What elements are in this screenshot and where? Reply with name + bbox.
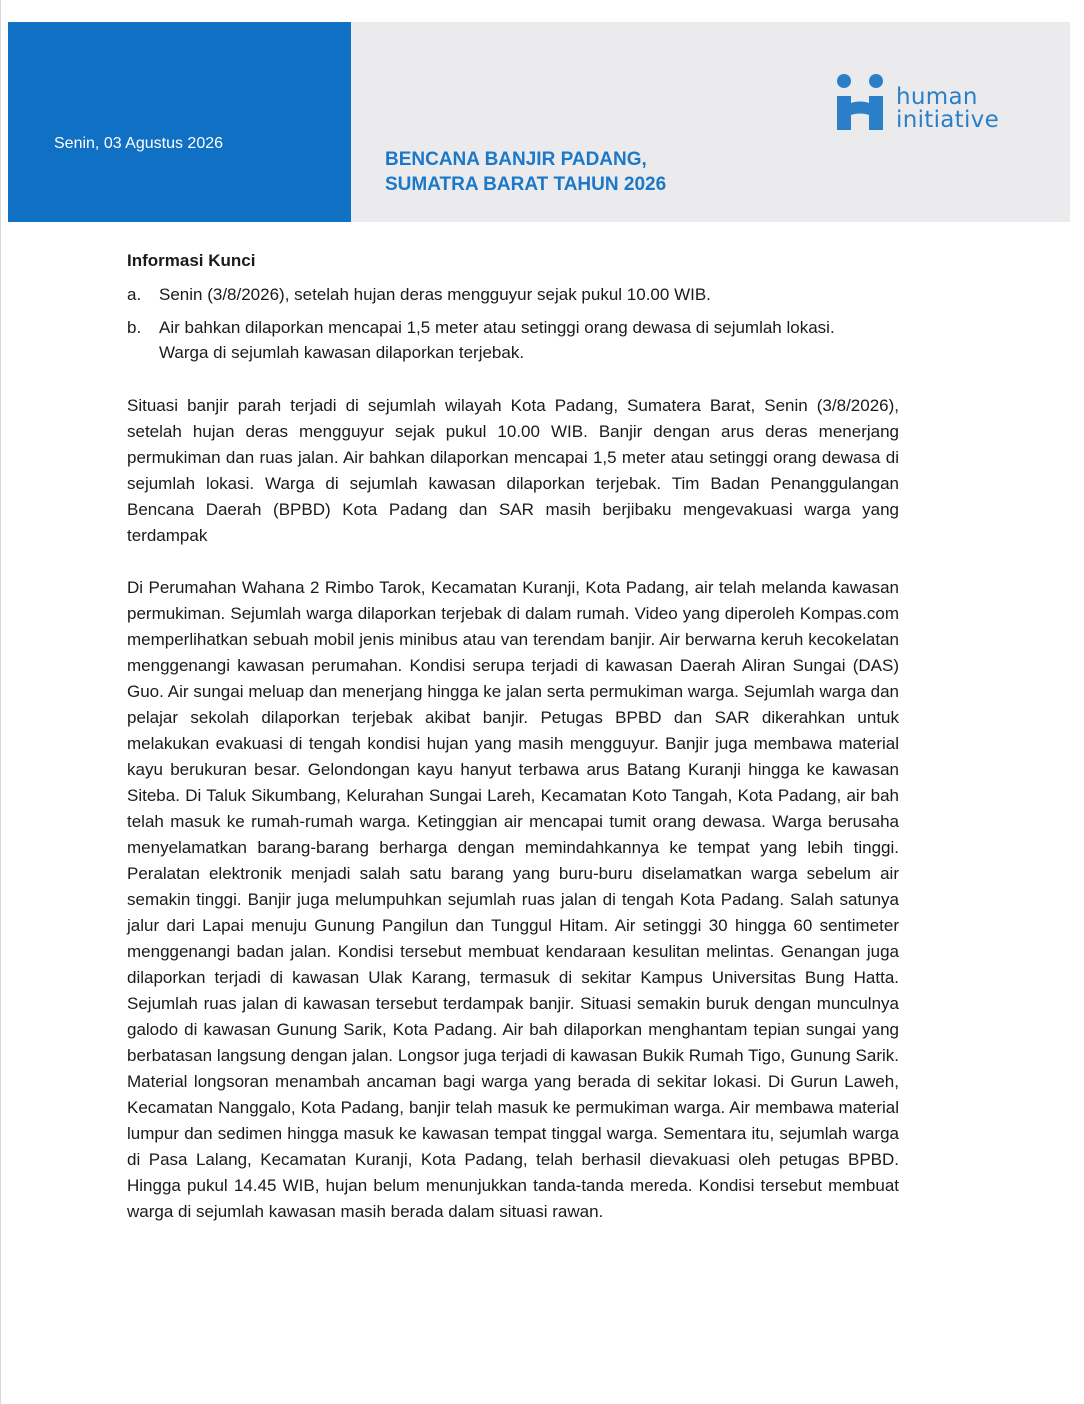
header-date: Senin, 03 Agustus 2026	[54, 135, 224, 152]
document-title-line-1: BENCANA BANJIR PADANG,	[385, 149, 647, 170]
key-info-text: Air bahkan dilaporkan mencapai 1,5 meter atau setinggi orang dewasa di sejumlah lokasi. Warga di sejumlah kawasan dilaporkan terjebak.	[159, 318, 835, 362]
human-initiative-logo	[834, 72, 1024, 142]
human-initiative-logo-icon	[834, 72, 888, 138]
page-edge-line	[0, 0, 1, 1404]
document-body	[127, 250, 899, 1225]
key-info-list	[127, 282, 899, 365]
body-paragraph: Di Perumahan Wahana 2 Rimbo Tarok, Kecamatan Kuranji, Kota Padang, air telah melanda kawasan permukiman. Sejumlah warga dilaporkan terjebak di dalam rumah. Video yang diperoleh Kompas.com memperlihatkan sebuah mobil jenis minibus atau van terendam banjir. Air berwarna keruh kecokelatan menggenangi kawasan perumahan. Kondisi serupa terjadi di kawasan Daerah Aliran Sungai (DAS) Guo. Air sungai meluap dan menerjang hingga ke jalan serta permukiman warga. Sejumlah warga dan pelajar sekolah dilaporkan terjebak akibat banjir. Petugas BPBD dan SAR dikerahkan untuk melakukan evakuasi di tengah kondisi hujan yang masih mengguyur. Banjir juga membawa material kayu berukuran besar. Gelondongan kayu hanyut terbawa arus Batang Kuranji hingga ke kawasan Siteba. Di Taluk Sikumbang, Kelurahan Sungai Lareh, Kecamatan Koto Tangah, Kota Padang, air bah telah masuk ke rumah-rumah warga. Ketinggian air mencapai tumit orang dewasa. Warga berusaha menyelamatkan barang-barang berharga dengan memindahkannya ke tempat yang lebih tinggi. Peralatan elektronik menjadi salah satu barang yang buru-buru diselamatkan warga sebelum air semakin tinggi. Banjir juga melumpuhkan sejumlah ruas jalan di tengah Kota Padang. Salah satunya jalur dari Lapai menuju Gunung Pangilun dan Tunggul Hitam. Air setinggi 30 hingga 60 sentimeter menggenangi badan jalan. Kondisi tersebut membuat kendaraan kesulitan melintas. Genangan juga dilaporkan terjadi di kawasan Ulak Karang, termasuk di sekitar Kampus Universitas Bung Hatta. Sejumlah ruas jalan di kawasan tersebut terdampak banjir. Situasi semakin buruk dengan munculnya galodo di kawasan Gunung Sarik, Kota Padang. Air bah dilaporkan menghantam tepian sungai yang berbatasan langsung dengan jalan. Longsor juga terjadi di kawasan Bukik Rumah Tigo, Gunung Sarik. Material longsoran menambah ancaman bagi warga yang berada di sekitar lokasi. Di Gurun Laweh, Kecamatan Nanggalo, Kota Padang, banjir telah masuk ke permukiman warga. Air membawa material lumpur dan sedimen hingga masuk ke kawasan tempat tinggal warga. Sementara itu, sejumlah warga di Pasa Lalang, Kecamatan Kuranji, Kota Padang, telah berhasil dievakuasi oleh petugas BPBD. Hingga pukul 14.45 WIB, hujan belum menunjukkan tanda-tanda mereda. Kondisi tersebut membuat warga di sejumlah kawasan masih berada dalam situasi rawan.	[127, 578, 899, 1221]
key-info-item	[127, 315, 839, 365]
header-banner	[8, 22, 1070, 222]
key-info-heading: Informasi Kunci	[127, 251, 256, 270]
list-marker: a.	[127, 285, 142, 304]
document-title	[385, 147, 666, 197]
logo-text-line-1: human	[896, 84, 978, 110]
logo-text-line-2: initiative	[896, 107, 1000, 133]
document-title-line-2: SUMATRA BARAT TAHUN 2026	[385, 174, 667, 195]
logo-wordmark	[896, 86, 999, 132]
key-info-text: Senin (3/8/2026), setelah hujan deras mengguyur sejak pukul 10.00 WIB.	[159, 285, 711, 304]
key-info-item	[127, 282, 839, 307]
header-blue-panel	[8, 22, 351, 222]
list-marker: b.	[127, 318, 142, 337]
body-paragraph: Situasi banjir parah terjadi di sejumlah wilayah Kota Padang, Sumatera Barat, Senin (3/8/2026), setelah hujan deras mengguyur sejak pukul 10.00 WIB. Banjir dengan arus deras menerjang permukiman dan ruas jalan. Air bahkan dilaporkan mencapai 1,5 meter atau setinggi orang dewasa di sejumlah lokasi. Warga di sejumlah kawasan dilaporkan terjebak. Tim Badan Penanggulangan Bencana Daerah (BPBD) Kota Padang dan SAR masih berjibaku mengevakuasi warga yang terdampak	[127, 396, 899, 545]
